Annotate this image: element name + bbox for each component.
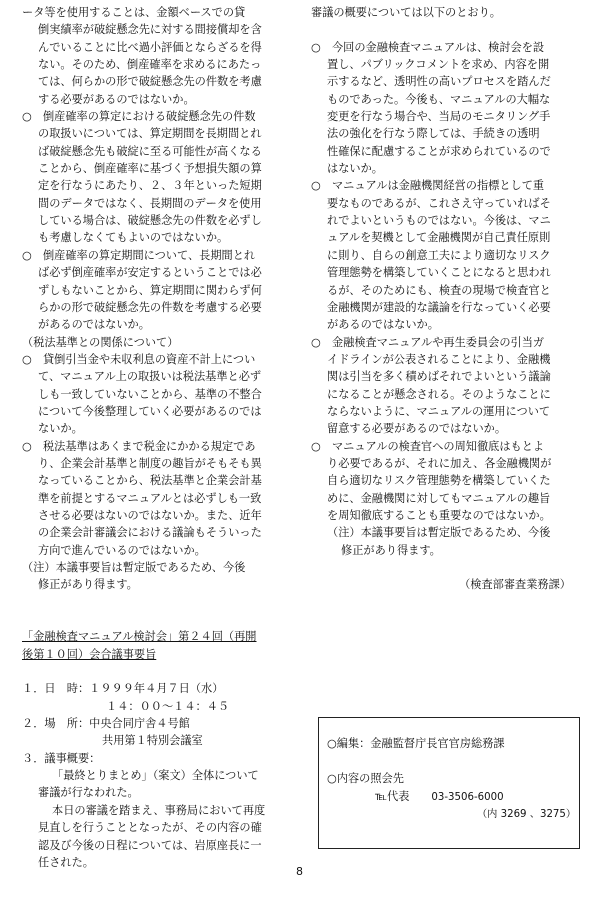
text-line: イドラインが公表されることにより、金融機 [327,352,551,366]
text-line: に則り、自らの創意工夫により適切なリスク [327,248,551,262]
overview-line: 見直しを行うこととなったが、その内容の確 [38,821,262,835]
bullet-line: ○ 税法基準はあくまで税金にかかる規定であ [22,439,256,453]
text-line: 留意する必要があるのではないか。 [327,422,507,436]
note-line: 修正があり得ます。 [341,543,441,557]
phone-number: 03-3506-6000 [431,792,504,804]
text-line: なっていることから、税法基準と企業会計基 [38,474,262,488]
text-line: 審議の概要については以下のとおり。 [311,6,501,19]
text-line: 方向で進んでいるのではないか。 [38,543,206,557]
meeting-room: 共用第１特別会議室 [102,734,203,748]
right-column [311,4,579,594]
left-column [22,4,280,871]
text-line: を周知徹底することも重要なのではないか。 [327,508,551,522]
text-line: ータ等を使用することは、金額ベースでの貸 [22,6,246,19]
bullet-line: ○ マニュアルは金融機関経営の指標として重 [311,179,545,193]
meeting-time: １４：００～１４：４５ [106,699,230,713]
blank-line [311,21,579,38]
text-line: 間のデータではなく、長期間のデータを使用 [38,196,262,210]
text-line: 準を前提とするマニュアルとは必ずしも一致 [38,491,262,505]
text-line: ば破綻懸念先も破綻に至る可能性が高くなる [38,144,262,158]
text-line: させる必要はないのではないか。また、近年 [38,508,262,522]
text-line: んでいることに比べ過小評価とならざるを得 [38,40,262,54]
text-line: はないか。 [327,162,383,176]
meeting-heading: 後第１０回）会合議事要旨 [22,647,157,661]
text-line: ならないように、マニュアルの運用について [327,404,551,418]
text-line: も考慮しなくてもよいのではないか。 [38,231,229,245]
text-line: て、マニュアル上の取扱いは税法基準と必ず [38,370,262,384]
bullet-line: ○ 金融検査マニュアルや再生委員会の引当ガ [311,335,545,349]
overview-line: 「最終とりまとめ」（案文）全体について [52,769,259,783]
section-label: （税法基準との関係について） [22,335,179,349]
text-line: 法の強化を行なう際しては、手続きの透明 [327,127,540,141]
text-line: ない。そのため、倒産確率を求めるにあたっ [38,58,262,72]
bullet-line: ○ マニュアルの検査官への周知徹底はもとよ [311,439,545,453]
text-line: り、企業会計基準と制度の趣旨がそもそも異 [38,456,262,470]
text-line: 管理態勢を構築していくことになると思われ [327,266,551,280]
text-line: 置し、パブリックコメントを求め、内容を開 [327,58,550,72]
text-line: 性確保に配慮することが求められているので [327,144,551,158]
text-line: している場合は、破綻懸念先の件数を必ずし [38,214,262,228]
text-line: ことから、倒産確率に基づく予想損失額の算 [38,162,262,176]
text-line: の企業会計審議会における議論もそういった [38,526,262,540]
text-line: 関は引当を多く積めばそれでよいという議論 [327,370,551,384]
page-number: 8 [296,865,303,878]
editor-line: ○編集：金融監督庁長官官房総務課 [327,737,505,750]
text-line: の取扱いについては、算定期間を長期間とれ [38,127,262,141]
meeting-place: ２．場 所：中央合同庁舎４号館 [22,717,190,731]
text-line: があるのではないか。 [327,318,439,332]
text-line: 示するなど、透明性の高いプロセスを踏んだ [327,75,551,89]
text-line: 倒実績率が破綻懸念先に対する間接償却を含 [38,23,262,37]
text-line: ものであった。今後も、マニュアルの大幅な [327,92,551,106]
text-line: 自ら適切なリスク管理態勢を構築していくた [327,474,551,488]
text-line: する必要があるのではないか。 [38,92,195,106]
extension: （内 3269 、3275） [477,809,577,821]
text-line: らかの形で破綻懸念先の件数を考慮する必要 [38,300,262,314]
overview-line: 本日の審議を踏まえ、事務局において再度 [52,803,266,817]
text-line: 金融機関が建設的な議論を行なっていく必要 [327,300,551,314]
text-line: があるのではないか。 [38,318,150,332]
text-line: り必要であるが、それに加え、各金融機関が [327,456,552,470]
text-line: ては、何らかの形で破綻懸念先の件数を考慮 [38,75,262,89]
text-line: 要なものであるが、これさえ守っていればそ [327,196,551,210]
text-line: しも一致していないことから、基準の不整合 [38,387,262,401]
department-signature: （検査部審査業務課） [459,578,571,592]
phone-label: ℡代表 [375,790,410,804]
meeting-date: １．日 時：１９９９年４月７日（水） [22,682,224,696]
text-line: になることが懸念される。そのようなことに [327,387,551,401]
text-line: ば必ず倒産確率が安定するということでは必 [38,266,262,280]
text-line: ないか。 [38,422,83,436]
text-line: めに、金融機関に対してもマニュアルの趣旨 [327,491,551,505]
overview-label: ３．議事概要： [22,751,101,765]
text-line: 定を行なうにあたり、２、３年といった短期 [38,179,262,193]
overview-line: 任された。 [38,855,94,869]
inquiry-label: ○内容の照会先 [327,772,404,786]
note-line: （注）本議事要旨は暫定版であるため、今後 [22,561,246,574]
contact-box [318,717,580,849]
text-line: ずしもないことから、算定期間に関わらず何 [38,283,262,297]
meeting-heading: 「金融検査マニュアル検討会」第２４回（再開 [22,630,257,644]
text-line: るが、そのためにも、検査の現場で検査官と [327,283,551,297]
text-line: 変更を行なう場合や、当局のモニタリング手 [327,110,551,124]
overview-line: 認及び今後の日程については、岩原座長に一 [38,838,262,852]
text-line: について今後整理していく必要があるのでは [38,404,262,418]
phone-line [327,788,571,806]
note-line: 修正があり得ます。 [38,578,138,592]
note-line: （注）本議事要旨は暫定版であるため、今後 [327,526,551,540]
bullet-line: ○ 倒産確率の算定における破綻懸念先の件数 [22,110,256,124]
bullet-line: ○ 今回の金融検査マニュアルは、検討会を設 [311,40,545,54]
text-line: ュアルを契機として金融機関が自己責任原則 [327,231,551,245]
text-line: れでよいというものではない。今後は、マニ [327,214,551,228]
overview-line: 審議が行なわれた。 [38,786,139,800]
bullet-line: ○ 貸倒引当金や未収利息の資産不計上につい [22,352,256,366]
bullet-line: ○ 倒産確率の算定期間について、長期間とれ [22,248,256,262]
